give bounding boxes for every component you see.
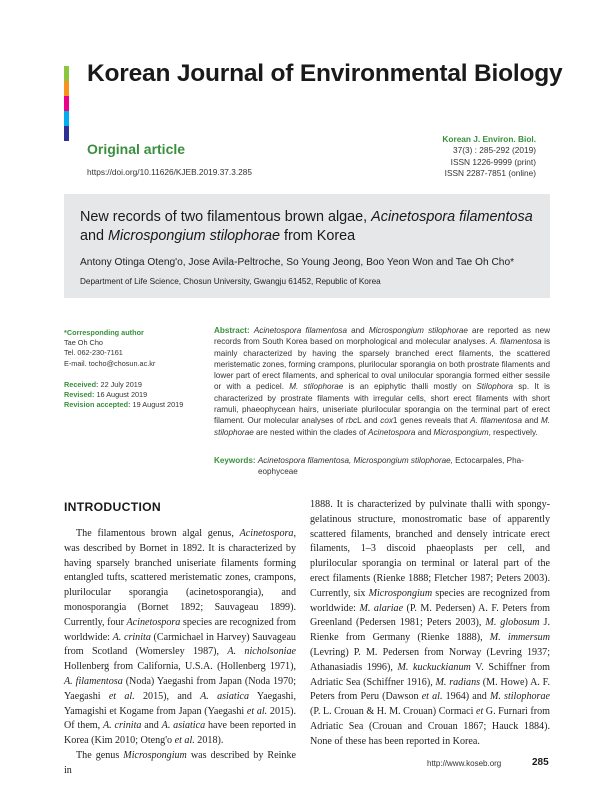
journal-abbreviation: Korean J. Environ. Biol. (442, 134, 536, 144)
corresponding-email[interactable]: E-mail. tocho@chosun.ac.kr (64, 358, 156, 368)
paper-title: New records of two filamentous brown algae, Acinetospora filamentosa and Microspongium stilophorae from Korea (80, 209, 533, 244)
issn-online: ISSN 2287-7851 (online) (444, 167, 536, 178)
body-paragraph: 1888. It is characterized by pulvinate thalli with spongy-gelatinous structure, monostromatic base of apparently scattered filaments, branched and densely intricate erect filaments, 1–3 discoid phaeoplasts per cell, and plurilocular sporangia on terminal or lateral part of the erect filaments (Rienke 1888; Fletcher 1987; Peters 2003). Currently, six Microspongium species are recognized from worldwide: M. alariae (P. M. Pedersen) A. F. Peters from Greenland (Pedersen 1981; Peters 2003), M. globosum J. Rienke from Germany (Rienke 1888), M. immersum (Levring) P. M. Pedersen from Norway (Levring 1937; Athanasiadis 1996), M. kuckuckianum V. Schiffner from Adriatic Sea (Schiffner 1916), M. radians (M. Howe) A. F. Peters from Peru (Dawson et al. 1964) and M. stilophorae (P. L. Crouan & H. M. Crouan) Cormaci et G. Furnari from Adriatic Sea (Crouan and Crouan 1867; Hauck 1884). None of these has been reported in Korea. (310, 499, 551, 747)
journal-color-bar (64, 66, 69, 141)
revised-date: Revised: 16 August 2019 (64, 390, 148, 400)
corresponding-author (64, 328, 204, 369)
abstract: Abstract: Acinetospora filamentosa and Microspongium stilophorae are reported as new records from South Korea based on morphological and molecular analyses. A. filamentosa is mainly characterized by having the sparsely branched erect filaments, the scattered meristematic zones, forming crampons, plurilocular sporangia on both prostrate filaments and lower part of erect filaments, and spherical to oval unilocular sporangia formed either sessile or with a pedicel. M. stilophorae is an epiphytic thalli mostly on Stilophora sp. It is characterized by prostrate filaments with irregular cells, short erect filaments with short ramuli, phaeophycean hairs, uniseriate plurilocular sporangia on the terminal part of erect filament. Our molecular analyses of rbcL and cox1 genes reveals that A. filamentosa and M. stilophorae are nested within the clades of Acinetospora and Microspongium, respectively. (214, 326, 551, 437)
received-date: Received: 22 July 2019 (64, 380, 142, 389)
affiliation: Department of Life Science, Chosun University, Gwangju 61452, Republic of Korea (80, 277, 381, 286)
journal-title: Korean Journal of Environmental Biology (87, 60, 563, 87)
article-type: Original article (87, 141, 186, 157)
title-box (64, 194, 550, 298)
body-column-right (310, 498, 550, 750)
color-bar-segment (64, 96, 69, 111)
keywords: Keywords: Acinetospora filamentosa, Microspongium stilophorae, Ectocarpales, Pha- eophyceae (214, 456, 524, 477)
color-bar-segment (64, 81, 69, 96)
page-number: 285 (532, 757, 549, 768)
article-dates (64, 380, 204, 411)
body-paragraph: The filamentous brown algal genus, Acinetospora, was described by Bornet in 1892. It is characterized by having sparsely branched uniseriate filaments forming entangled tufts, scattered meristematic zones, crampons, plurilocular sporangia (acinetosporangia), and monosporangia (Bornet 1892; Sauvageau 1899). Currently, four Acinetospora species are recognized from worldwide: A. crinita (Carmichael in Harvey) Sauvageau from Scotland (Womersley 1987), A. nicholsoniae Hollenberg from California, U.S.A. (Hollenberg 1971), A. filamentosa (Noda) Yaegashi from Japan (Noda 1970; Yaegashi et al. 2015), and A. asiatica Yaegashi, Yamagishi et Kogame from Japan (Yaegashi et al. 2015). Of them, A. crinita and A. asiatica have been reported in Korea (Kim 2010; Oteng'o et al. 2018). (64, 528, 297, 747)
footer-url[interactable]: http://www.koseb.org (427, 759, 502, 768)
doi-link[interactable]: https://doi.org/10.11626/KJEB.2019.37.3.285 (87, 167, 252, 177)
corresponding-heading: *Corresponding author (64, 328, 144, 337)
citation-block (442, 134, 536, 179)
issn-print: ISSN 1226-9999 (print) (450, 156, 536, 167)
color-bar-segment (64, 66, 69, 81)
section-heading-introduction: INTRODUCTION (64, 500, 162, 514)
author-list: Antony Otinga Oteng'o, Jose Avila-Peltroche, So Young Jeong, Boo Yeon Won and Tae Oh Cho* (80, 257, 515, 268)
corresponding-name: Tae Oh Cho (64, 338, 103, 348)
color-bar-segment (64, 111, 69, 126)
body-column-left (64, 527, 296, 779)
volume-pages: 37(3) : 285-292 (2019) (452, 145, 536, 156)
color-bar-segment (64, 126, 69, 141)
corresponding-tel: Tel. 062-230-7161 (64, 348, 123, 358)
body-paragraph: The genus Microspongium was described by Reinke in (64, 749, 296, 776)
accepted-date: Revision accepted: 19 August 2019 (64, 400, 184, 410)
